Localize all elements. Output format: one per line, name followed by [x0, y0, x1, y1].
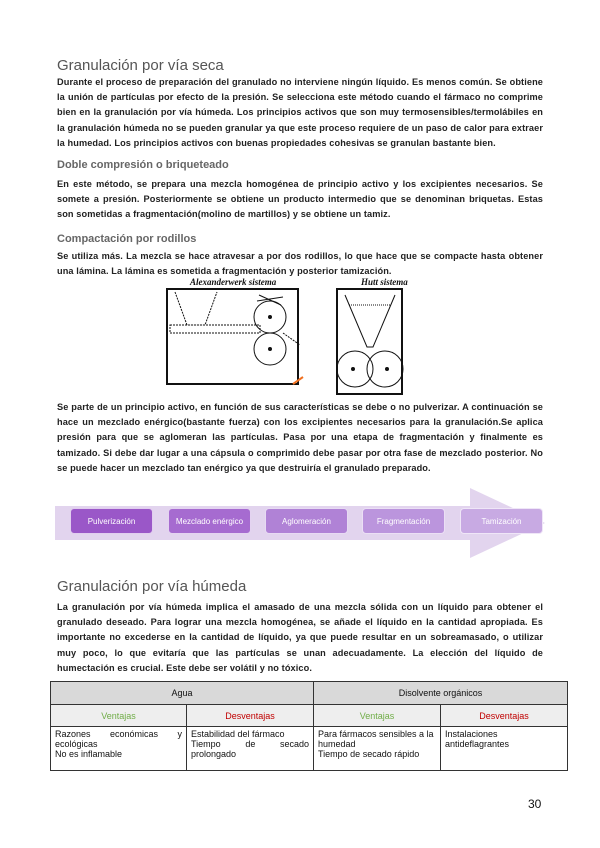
solvent-comparison-table: [50, 681, 568, 771]
subheader-ventajas: Ventajas: [51, 705, 187, 727]
subheader-desventajas: Desventajas: [441, 705, 568, 727]
table-cell: [441, 727, 568, 771]
cell-line: No es inflamable: [55, 749, 123, 759]
subheader-ventajas: Ventajas: [314, 705, 441, 727]
heading-via-humeda: Granulación por vía húmeda: [57, 578, 247, 595]
paragraph-proceso: Se parte de un principio activo, en función de sus características se debe o no pulverizar. A continuación se hace un mezclado enérgico(bastante fuerza) con los excipientes necesarios para la granulación.Se aplica presión para que se aglomeran las partículas. Pasa por una etapa de fragmentación y finalmente es tamizado. Si debe dar lugar a una cápsula o comprimido debe pasar por otra fase de mezclado posterior. No se puede hacer un mezclado tan enérgico ya que destruiría el granulado preparado.: [57, 402, 543, 473]
figure-caption-hutt: Hutt sistema: [361, 277, 408, 287]
paragraph-via-seca: Durante el proceso de preparación del granulado no interviene ningún líquido. Es menos común. Se obtiene la unión de partículas por efecto de la presión. Se selecciona este método cuando el fármaco no comprime bien en la granulación por vía húmeda. Los principios activos que son muy termosensibles/termolábiles en la granulación húmeda no se pueden granular ya que este proceso requiere de un paso de calor para extraer la humedad. Los principios activos con buenas propiedades cohesivas se granulan bastante bien.: [57, 77, 543, 148]
subheader-desventajas: Desventajas: [187, 705, 314, 727]
cell-line: Instalaciones antideflagrantes: [445, 729, 510, 749]
heading-doble-compresion: Doble compresión o briqueteado: [57, 159, 229, 171]
table-cell: [51, 727, 187, 771]
step-mezclado: Mezclado enérgico: [168, 508, 251, 534]
cell-line: Tiempo de secado prolongado: [191, 739, 309, 759]
group-header-agua: Agua: [51, 682, 314, 705]
paragraph-compactacion: Se utiliza más. La mezcla se hace atravesar a por dos rodillos, lo que hace que se compacte hasta obtener una lámina. La lámina es sometida a fragmentación y posterior tamización.: [57, 251, 543, 277]
cell-line: Para fármacos sensibles a la humedad: [318, 729, 434, 749]
table-cell: [314, 727, 441, 771]
step-aglomeracion: Aglomeración: [265, 508, 348, 534]
figure-caption-alexanderwerk: Alexanderwerk sistema: [190, 277, 277, 287]
paragraph-via-humeda: La granulación por vía húmeda implica el amasado de una mezcla sólida con un líquido para obtener el granulado deseado. Para lograr una mezcla homogénea, se añade el líquido en la cantidad apropiada. Es importante no excederse en la cantidad de líquido, ya que puede resultar en un sobreamasado, o utilizar muy poco, lo que evitaría que las partículas se unan adecuadamente. La elección del líquido de humectación es crucial. Este debe ser volátil y no tóxico.: [57, 602, 543, 673]
heading-via-seca: Granulación por vía seca: [57, 57, 224, 74]
group-header-disolvente: Disolvente orgánicos: [314, 682, 568, 705]
table-cell: [187, 727, 314, 771]
cell-line: Tiempo de secado rápido: [318, 749, 420, 759]
cell-line: Estabilidad del fármaco: [191, 729, 285, 739]
cell-line: Razones económicas y ecológicas: [55, 729, 182, 749]
page-number: 30: [528, 797, 542, 811]
heading-compactacion: Compactación por rodillos: [57, 233, 197, 245]
step-fragmentacion: Fragmentación: [362, 508, 445, 534]
roller-compaction-diagram: [165, 287, 410, 397]
paragraph-doble-compresion: En este método, se prepara una mezcla homogénea de principio activo y los excipientes necesarios. Se somete a presión. Posteriormente se obtiene un producto intermedio que se denominan briquetas. Estas son sometidas a fragmentación(molino de martillos) y se obtiene un tamiz.: [57, 179, 543, 220]
step-pulverizacion: Pulverización: [70, 508, 153, 534]
step-tamizacion: Tamización: [460, 508, 543, 534]
